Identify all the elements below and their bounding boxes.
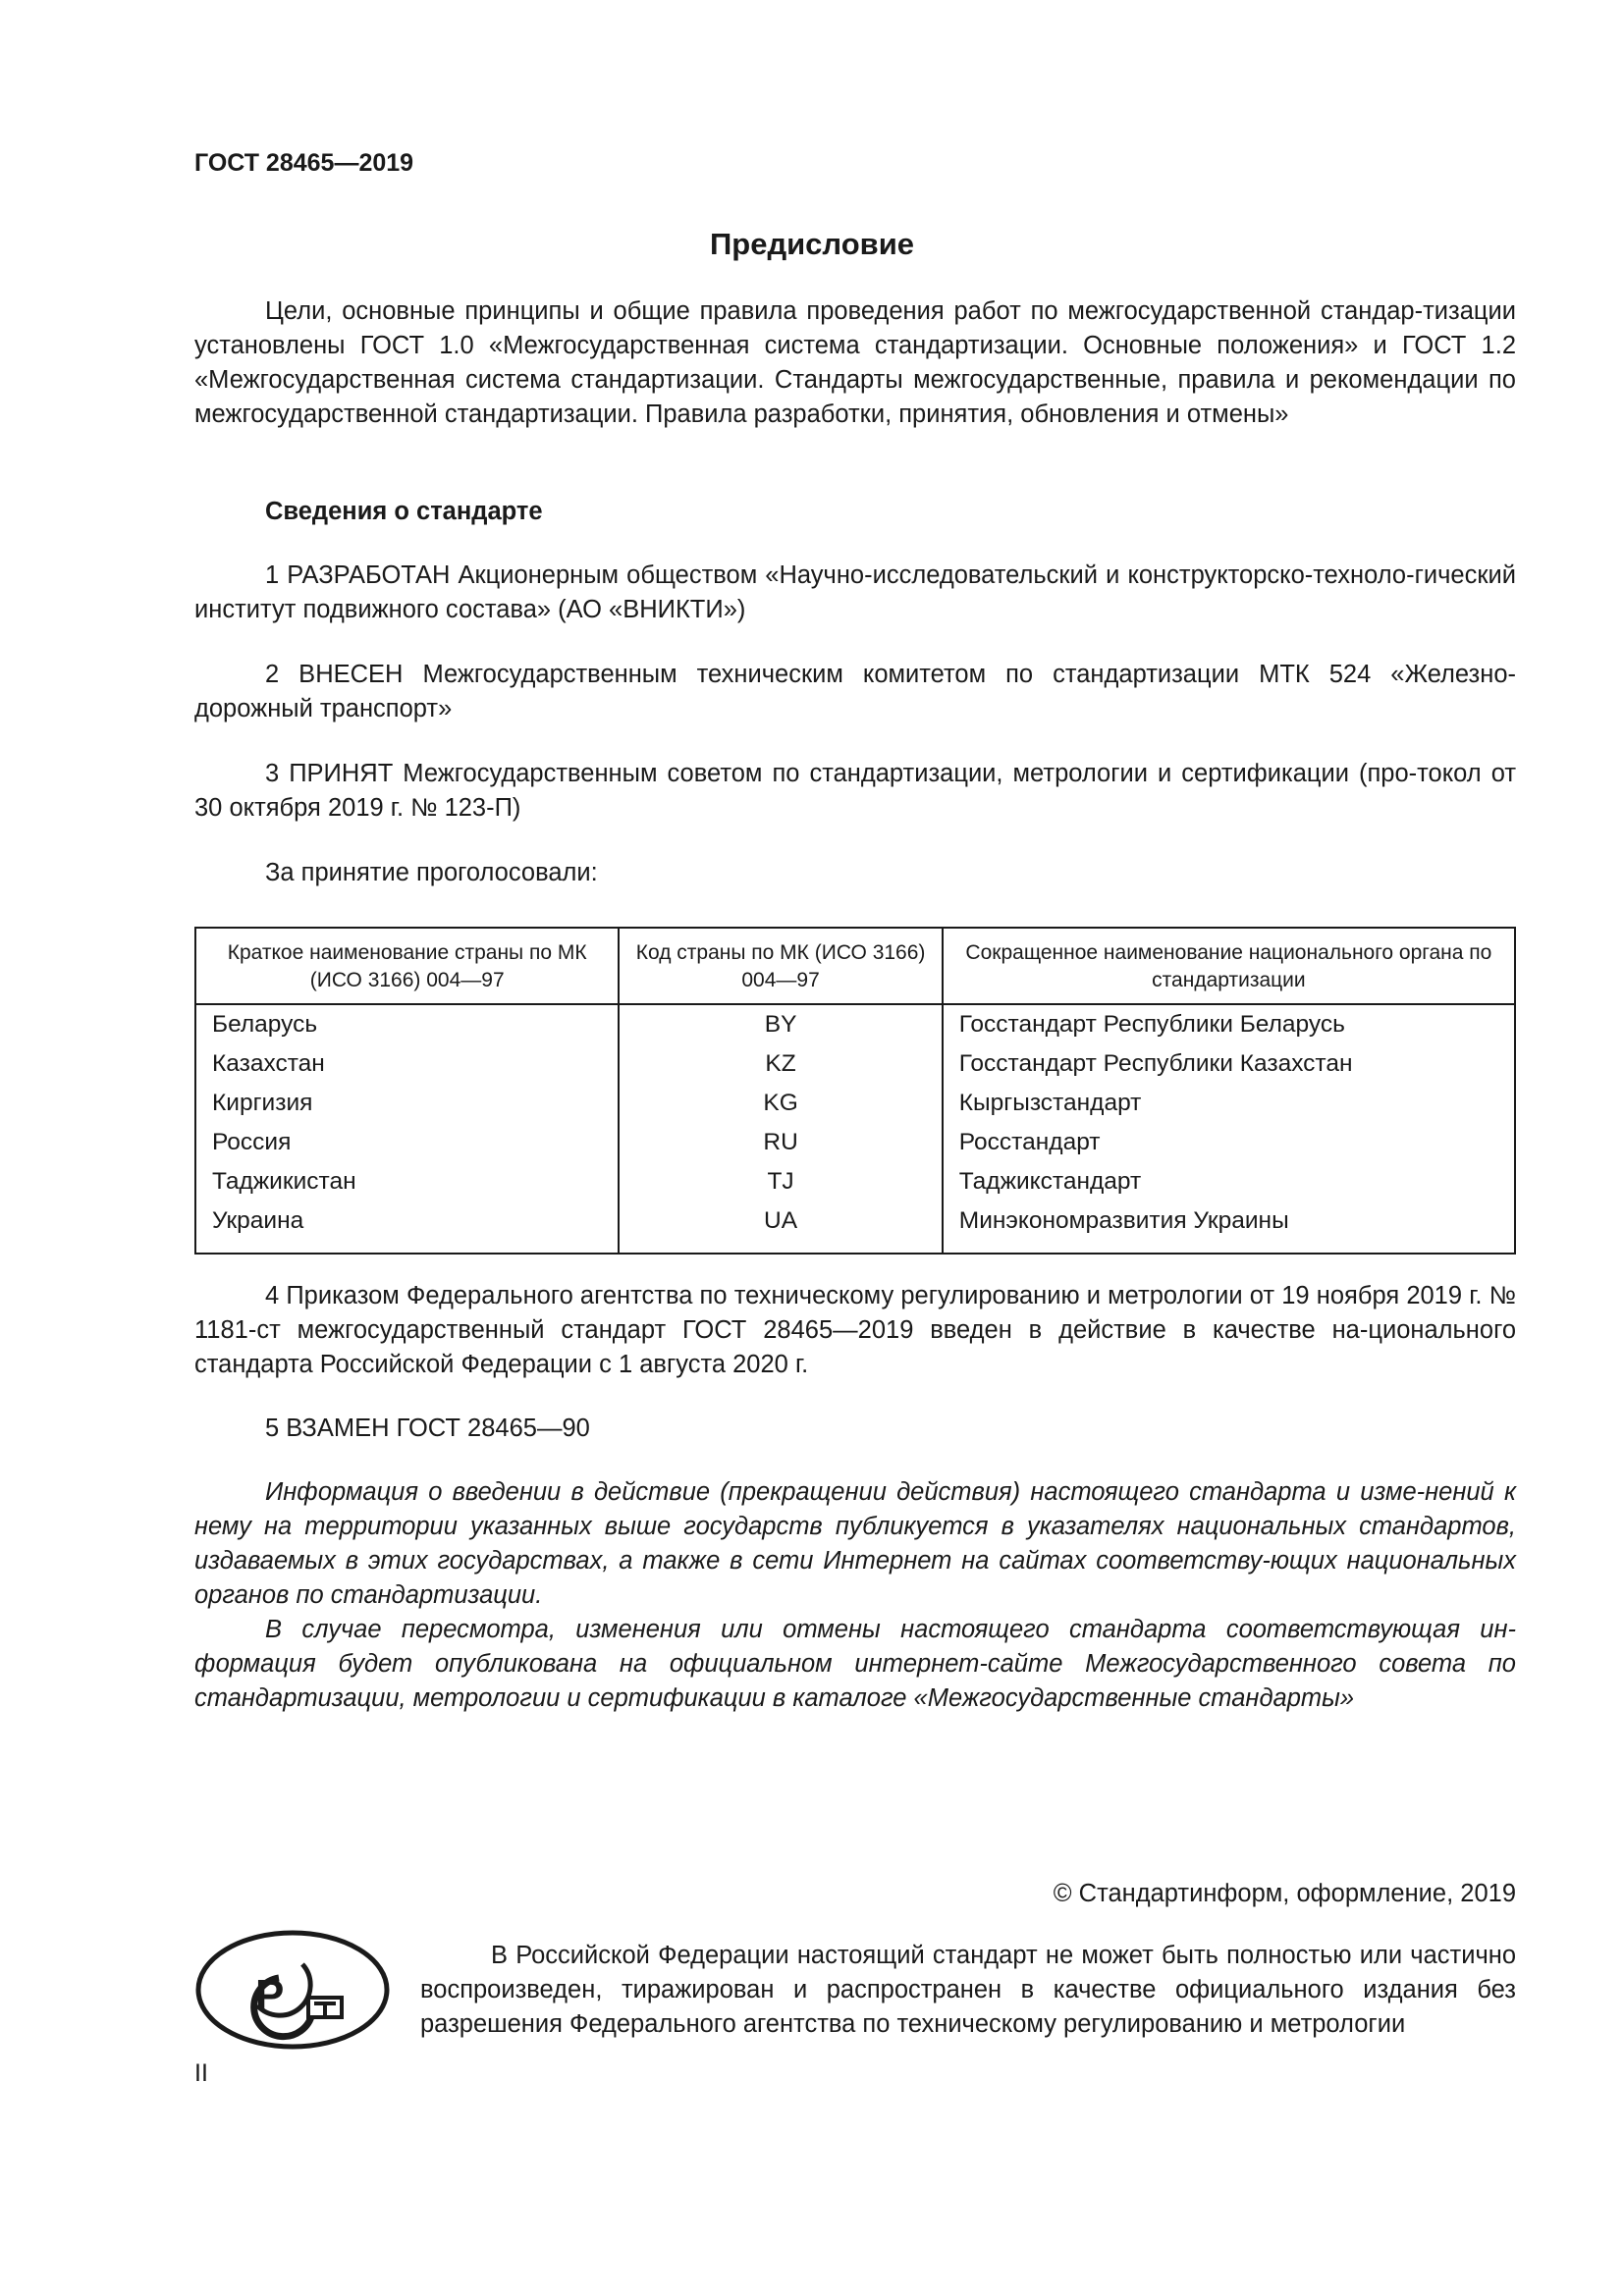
rst-logo-icon [194, 1929, 391, 2052]
table-row [195, 1044, 1515, 1084]
rights-notice: В Российской Федерации настоящий стандарт не может быть полностью или частично воспроизведен, тиражирован и распространен в качестве официального издания без разрешения Федерального агентства по техническому регулированию и метрологии [420, 1942, 1516, 2038]
cell-country: Россия [195, 1123, 619, 1162]
cell-authority: Госстандарт Республики Казахстан [943, 1044, 1515, 1084]
member-states-table [194, 927, 1516, 1255]
column-header-authority: Сокращенное наименование национального органа по стандартизации [943, 928, 1515, 1004]
column-header-country: Краткое наименование страны по МК (ИСО 3166) 004—97 [195, 928, 619, 1004]
rst-logo-svg [194, 1929, 391, 2052]
item-submitted: 2 ВНЕСЕН Межгосударственным техническим комитетом по стандартизации МТК 524 «Железно-дорожный транспорт» [194, 661, 1516, 722]
cell-authority: Росстандарт [943, 1123, 1515, 1162]
cell-code: BY [619, 1004, 942, 1044]
note-revision: В случае пересмотра, изменения или отмены настоящего стандарта соответствующая ин-формация будет опубликована на официальном интернет-сайте Межгосударственного совета по стандартизации, метрологии и сертификации в каталоге «Межгосударственные стандарты» [194, 1616, 1516, 1712]
cell-code: RU [619, 1123, 942, 1162]
note-info: Информация о введении в действие (прекращении действия) настоящего стандарта и изме-нений к нему на территории указанных выше государств публикуется в указателях национальных стандартов, издаваемых в этих государствах, а также в сети Интернет на сайтах соответству-ющих национальных органов по стандартизации. [194, 1478, 1516, 1609]
cell-country: Украина [195, 1201, 619, 1254]
svg-text:Р: Р [255, 1971, 285, 2019]
table-row [195, 1201, 1515, 1254]
cell-country: Таджикистан [195, 1162, 619, 1201]
voted-intro: За принятие проголосовали: [265, 859, 598, 886]
copyright-notice: © Стандартинформ, оформление, 2019 [1053, 1880, 1516, 1907]
cell-authority: Госстандарт Республики Беларусь [943, 1004, 1515, 1044]
cell-code: KZ [619, 1044, 942, 1084]
table-row [195, 1084, 1515, 1123]
cell-authority: Таджикстандарт [943, 1162, 1515, 1201]
column-header-code: Код страны по МК (ИСО 3166) 004—97 [619, 928, 942, 1004]
cell-code: KG [619, 1084, 942, 1123]
table-row [195, 1123, 1515, 1162]
cell-authority: Минэкономразвития Украины [943, 1201, 1515, 1254]
item-replaces: 5 ВЗАМЕН ГОСТ 28465—90 [265, 1415, 590, 1442]
item-developed: 1 РАЗРАБОТАН Акционерным обществом «Научно-исследовательский и конструкторско-техноло-гический институт подвижного состава» (АО «ВНИКТИ») [194, 561, 1516, 623]
item-order: 4 Приказом Федерального агентства по техническому регулированию и метрологии от 19 ноября 2019 г. № 1181-ст межгосударственный стандарт ГОСТ 28465—2019 введен в действие в качестве на-ционального стандарта Российской Федерации с 1 августа 2020 г. [194, 1282, 1516, 1378]
page-title: Предисловие [709, 227, 914, 261]
document-code: ГОСТ 28465—2019 [194, 149, 414, 177]
table-header-row [195, 928, 1515, 1004]
cell-country: Киргизия [195, 1084, 619, 1123]
table-row [195, 1162, 1515, 1201]
page-number: II [194, 2059, 208, 2087]
table-row [195, 1004, 1515, 1044]
cell-code: TJ [619, 1162, 942, 1201]
cell-code: UA [619, 1201, 942, 1254]
cell-authority: Кыргызстандарт [943, 1084, 1515, 1123]
intro-paragraph: Цели, основные принципы и общие правила проведения работ по межгосударственной стандар-тизации установлены ГОСТ 1.0 «Межгосударственная система стандартизации. Основные положения» и ГОСТ 1.2 «Межгосударственная система стандартизации. Стандарты межгосударственные, правила и рекомендации по межгосударственной стандартизации. Правила разработки, принятия, обновления и отмены» [194, 297, 1516, 428]
item-adopted: 3 ПРИНЯТ Межгосударственным советом по стандартизации, метрологии и сертификации (про-токол от 30 октября 2019 г. № 123-П) [194, 760, 1516, 822]
cell-country: Казахстан [195, 1044, 619, 1084]
section-heading: Сведения о стандарте [265, 498, 543, 525]
cell-country: Беларусь [195, 1004, 619, 1044]
